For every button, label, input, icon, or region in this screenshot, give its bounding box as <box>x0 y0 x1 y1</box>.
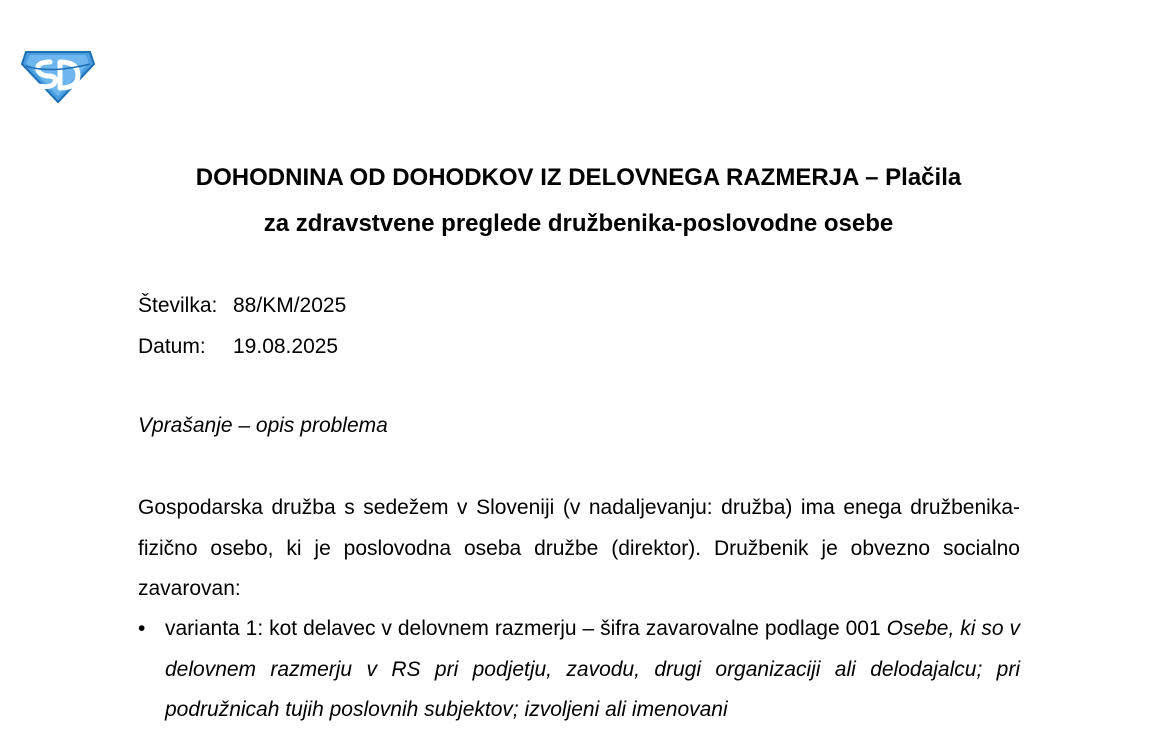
bullet-text <box>165 609 1020 731</box>
bullet-marker: • <box>138 617 146 640</box>
title-line-2: za zdravstvene preglede družbenika-poslovodne osebe <box>263 210 894 237</box>
number-value: 88/KM/2025 <box>233 294 347 317</box>
document-title <box>100 155 1057 247</box>
bullet-lead: varianta 1: kot delavec v delovnem razmerju – šifra zavarovalne podlage 001 <box>165 617 887 640</box>
document-number <box>138 292 346 320</box>
document-date <box>138 333 338 361</box>
company-logo <box>20 46 96 104</box>
question-heading: Vprašanje – opis problema <box>138 414 388 437</box>
title-line-1: DOHODNINA OD DOHODKOV IZ DELOVNEGA RAZMERJA – Plačila <box>195 164 962 191</box>
sd-diamond-logo-icon <box>20 46 96 104</box>
bullet-italic: Osebe, ki so v delovnem razmerju v RS pri podjetju, zavodu, drugi organizaciji ali delodajalcu; pri podružnicah tujih poslovnih subjektov; izvoljeni ali imenovani <box>165 617 1021 721</box>
number-label: Številka: <box>138 294 218 317</box>
list-item <box>138 609 1020 731</box>
date-label: Datum: <box>138 335 206 358</box>
date-value: 19.08.2025 <box>233 335 339 358</box>
body-paragraph: Gospodarska družba s sedežem v Sloveniji (v nadaljevanju: družba) ima enega družbenika-fizično osebo, ki je poslovodna oseba družbe (direktor). Družbenik je obvezno socialno zavarovan: <box>138 496 1020 600</box>
